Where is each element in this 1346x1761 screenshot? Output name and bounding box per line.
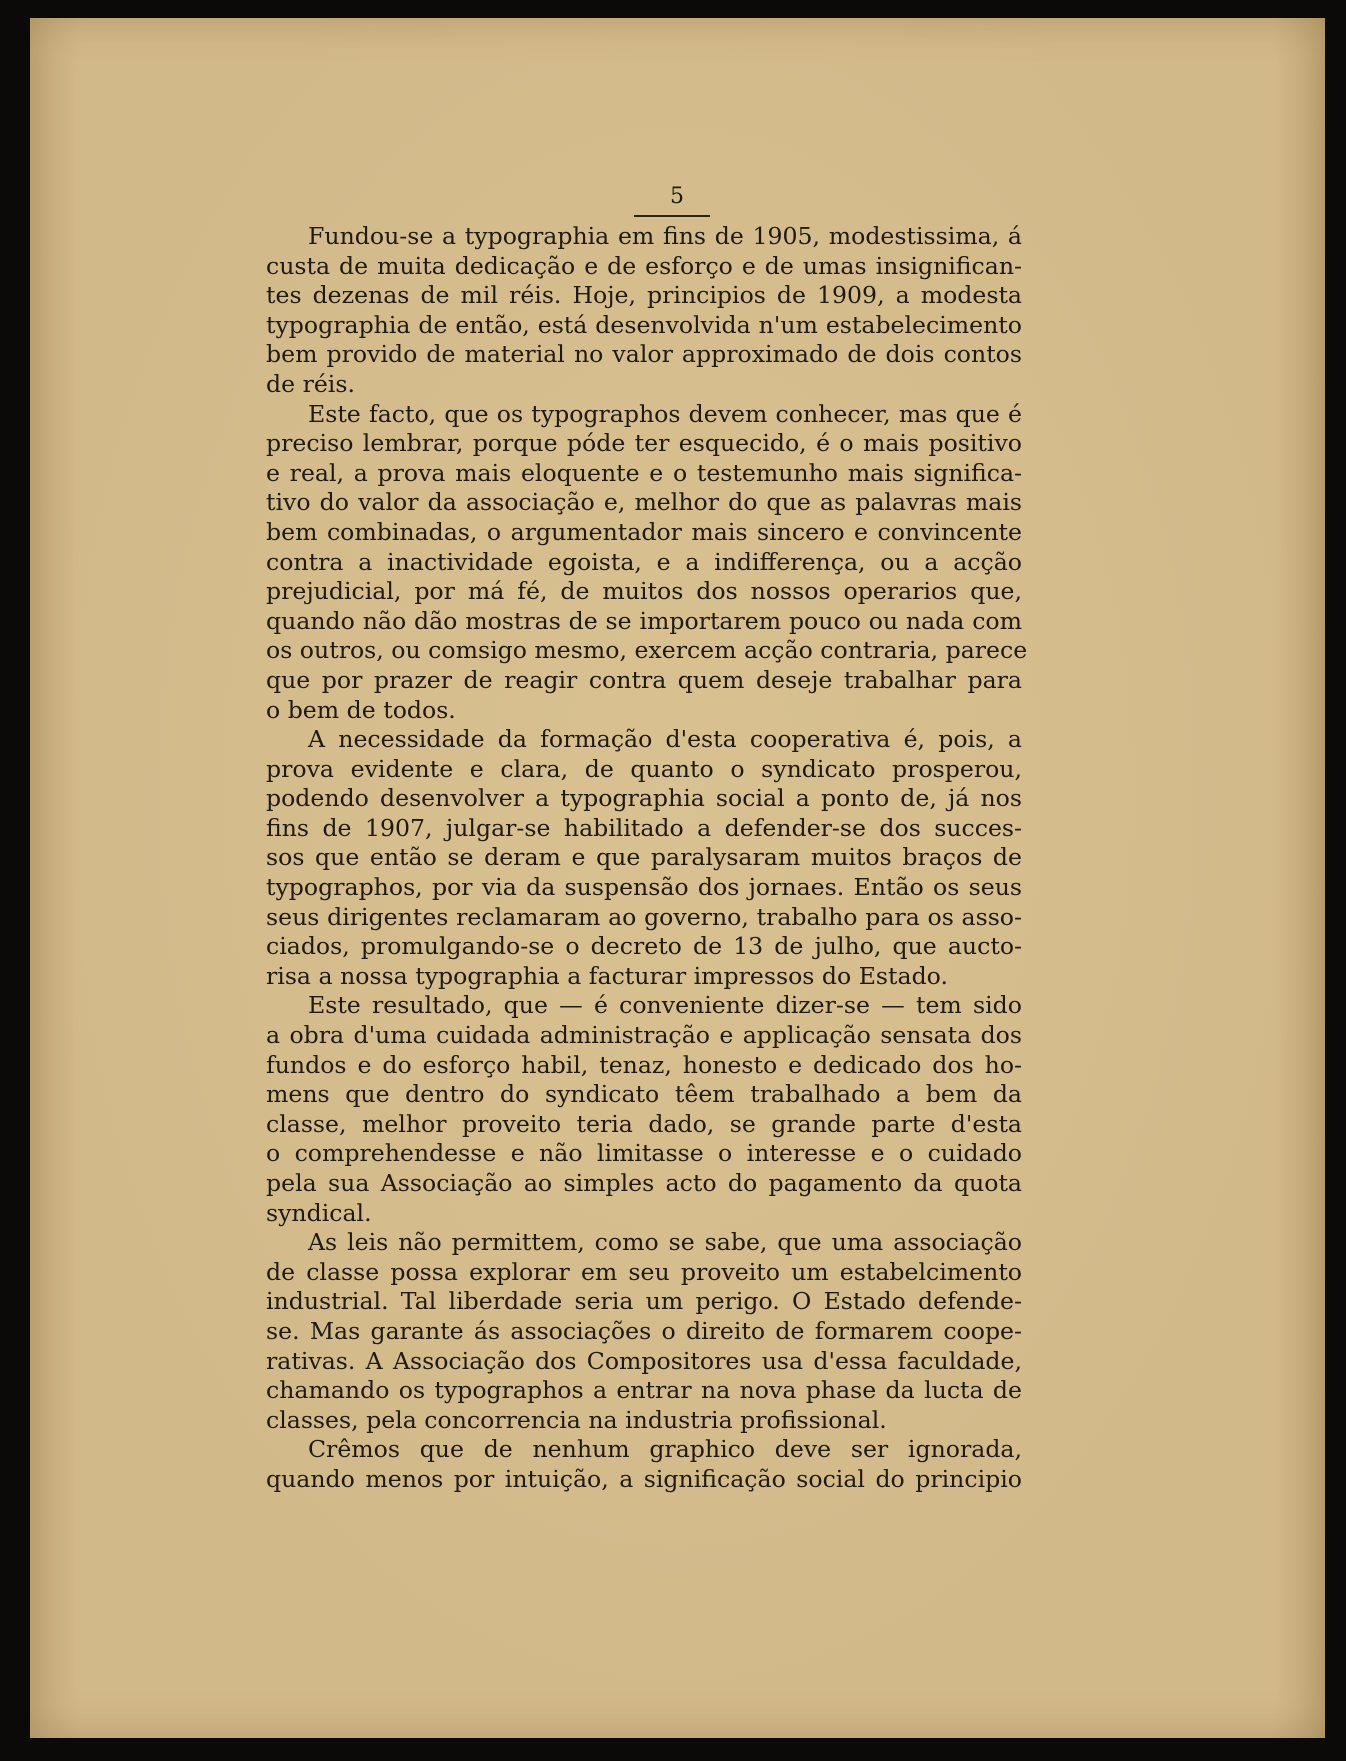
paragraph bbox=[266, 725, 1022, 991]
page-number: 5 bbox=[670, 184, 685, 209]
text-line: podendo desenvolver a typographia social a ponto de, já nos bbox=[266, 784, 1022, 813]
text-line: bem combinadas, o argumentador mais sincero e convincente bbox=[266, 517, 1022, 546]
text-line: e real, a prova mais eloquente e o testemunho mais significa- bbox=[266, 458, 1022, 487]
text-line: o comprehendesse e não limitasse o interesse e o cuidado bbox=[266, 1139, 1022, 1168]
text-line: sos que então se deram e que paralysaram muitos braços de bbox=[266, 843, 1022, 872]
text-line: a obra d'uma cuidada administração e applicação sensata dos bbox=[266, 1021, 1022, 1050]
text-line: quando menos por intuição, a significação social do principio bbox=[266, 1464, 1022, 1493]
text-line: risa a nossa typographia a facturar impressos do Estado. bbox=[266, 961, 948, 990]
text-line: de classe possa explorar em seu proveito um estabelcimento bbox=[266, 1257, 1022, 1286]
text-line: o bem de todos. bbox=[266, 695, 456, 724]
text-line: syndical. bbox=[266, 1198, 372, 1227]
paragraph bbox=[266, 991, 1022, 1228]
text-line: A necessidade da formação d'esta cooperativa é, pois, a bbox=[308, 725, 1022, 754]
text-line: chamando os typographos a entrar na nova phase da lucta de bbox=[266, 1376, 1022, 1405]
page-number-rule bbox=[634, 215, 710, 217]
text-line: tes dezenas de mil réis. Hoje, principios de 1909, a modesta bbox=[266, 281, 1022, 310]
text-line: Fundou-se a typographia em fins de 1905, modestissima, á bbox=[308, 222, 1022, 250]
text-line: que por prazer de reagir contra quem deseje trabalhar para bbox=[266, 665, 1022, 694]
text-line: custa de muita dedicação e de esforço e de umas insignifican- bbox=[266, 251, 1022, 280]
paragraph bbox=[266, 399, 1028, 726]
text-line: bem provido de material no valor approximado de dois contos bbox=[266, 340, 1022, 369]
text-line: ciados, promulgando-se o decreto de 13 de julho, que aucto- bbox=[266, 932, 1022, 961]
text-line: typographia de então, está desenvolvida n'um estabelecimento bbox=[266, 310, 1022, 339]
text-line: As leis não permittem, como se sabe, que uma associação bbox=[308, 1228, 1022, 1257]
text-line: fundos e do esforço habil, tenaz, honesto e dedicado dos ho- bbox=[266, 1050, 1022, 1079]
text-line: classe, melhor proveito teria dado, se grande parte d'esta bbox=[266, 1109, 1022, 1138]
text-line: Crêmos que de nenhum graphico deve ser ignorada, bbox=[308, 1435, 1022, 1464]
text-line: tivo do valor da associação e, melhor do que as palavras mais bbox=[266, 488, 1022, 517]
body-text bbox=[266, 222, 1028, 1495]
text-line: typographos, por via da suspensão dos jornaes. Então os seus bbox=[266, 873, 1022, 902]
text-line: fins de 1907, julgar-se habilitado a defender-se dos succes- bbox=[266, 813, 1022, 842]
text-line: contra a inactividade egoista, e a indifferença, ou a acção bbox=[266, 547, 1022, 576]
paragraph bbox=[266, 222, 1022, 400]
text-line: se. Mas garante ás associações o direito de formarem coope- bbox=[266, 1316, 1022, 1345]
text-line: classes, pela concorrencia na industria profissional. bbox=[266, 1405, 887, 1434]
text-line: prova evidente e clara, de quanto o syndicato prosperou, bbox=[266, 754, 1022, 783]
text-line: os outros, ou comsigo mesmo, exercem acção contraria, parece bbox=[266, 636, 1028, 665]
paragraph bbox=[266, 1228, 1022, 1435]
paragraph bbox=[266, 1435, 1022, 1494]
text-line: seus dirigentes reclamaram ao governo, trabalho para os asso- bbox=[266, 902, 1022, 931]
text-line: quando não dão mostras de se importarem pouco ou nada com bbox=[266, 606, 1022, 635]
text-line: Este facto, que os typographos devem conhecer, mas que é bbox=[308, 399, 1022, 428]
text-line: mens que dentro do syndicato têem trabalhado a bem da bbox=[266, 1080, 1022, 1109]
text-line: rativas. A Associação dos Compositores usa d'essa faculdade, bbox=[266, 1346, 1022, 1375]
text-line: Este resultado, que — é conveniente dizer-se — tem sido bbox=[308, 991, 1022, 1020]
text-line: pela sua Associação ao simples acto do pagamento da quota bbox=[266, 1169, 1022, 1197]
text-line: de réis. bbox=[266, 369, 355, 398]
text-line: preciso lembrar, porque póde ter esquecido, é o mais positivo bbox=[266, 429, 1022, 458]
text-line: prejudicial, por má fé, de muitos dos nossos operarios que, bbox=[266, 577, 1022, 606]
text-line: industrial. Tal liberdade seria um perigo. O Estado defende- bbox=[266, 1287, 1022, 1316]
